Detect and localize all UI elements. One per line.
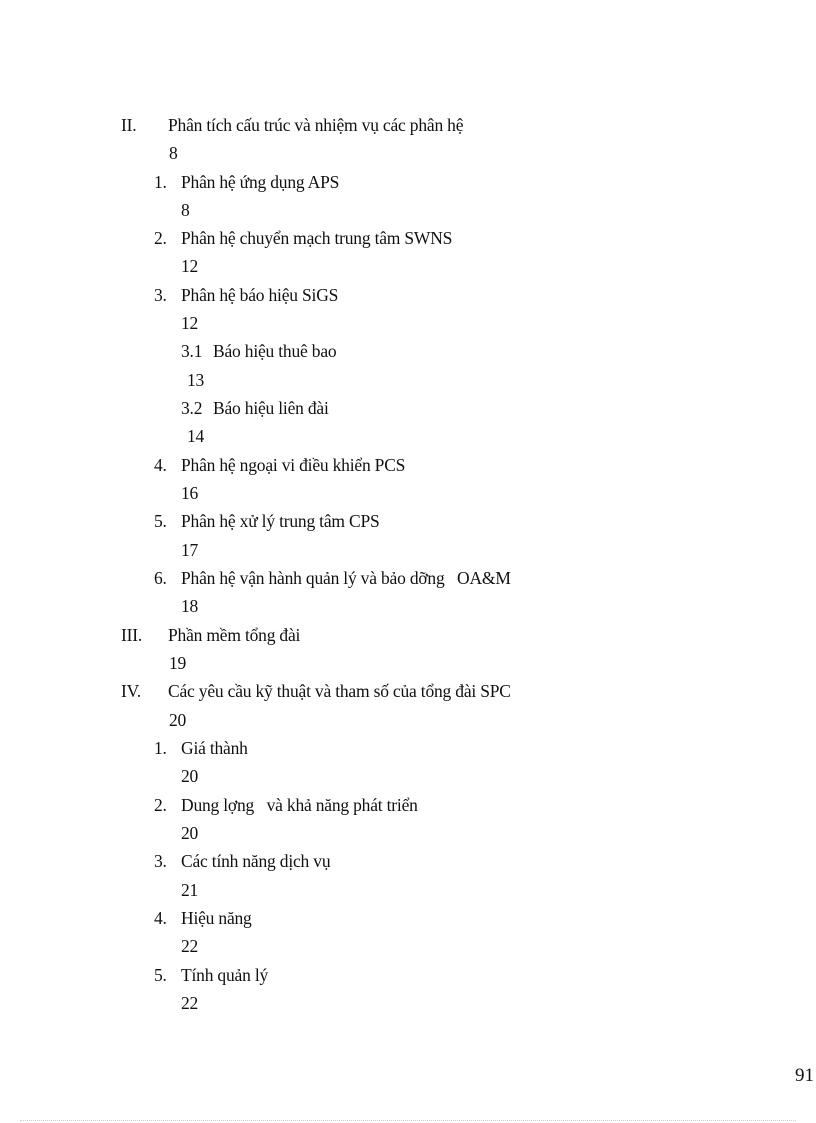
page-number: 91 xyxy=(795,1065,814,1086)
toc-entry-title xyxy=(154,454,405,476)
toc-entry-page: 20 xyxy=(181,766,199,786)
toc-entry-text: Phân hệ vận hành quản lý và bảo dỡng OA&M xyxy=(181,568,511,588)
toc-entry-number: III. xyxy=(121,625,143,645)
toc-entry-page: 14 xyxy=(187,426,205,446)
toc-entry-page: 20 xyxy=(169,710,187,730)
toc-entry-title xyxy=(121,680,511,702)
toc-entry-number: 5. xyxy=(154,511,167,531)
toc-entry-text: Dung lợng và khả năng phát triển xyxy=(181,795,418,815)
toc-entry-number: 1. xyxy=(154,172,167,192)
toc-entry-text: Các tính năng dịch vụ xyxy=(181,851,331,871)
toc-entry-number: 2. xyxy=(154,228,167,248)
toc-entry-title xyxy=(154,567,511,589)
toc-entry-number: 2. xyxy=(154,795,167,815)
toc-entry-title xyxy=(121,624,300,646)
toc-entry-page: 17 xyxy=(181,540,199,560)
toc-entry-text: Báo hiệu liên đài xyxy=(213,398,329,418)
toc-entry-number: IV. xyxy=(121,681,141,701)
toc-entry-title xyxy=(154,794,418,816)
toc-entry-title xyxy=(154,510,380,532)
toc-entry-title xyxy=(181,397,329,419)
toc-entry-text: Phần mềm tổng đài xyxy=(168,625,301,645)
toc-entry-title xyxy=(154,964,268,986)
toc-entry-text: Phân hệ ứng dụng APS xyxy=(181,172,340,192)
toc-entry-title xyxy=(181,340,336,362)
toc-entry-text: Phân tích cấu trúc và nhiệm vụ các phân hệ xyxy=(168,115,464,135)
toc-entry-page: 19 xyxy=(169,653,187,673)
toc-entry-title xyxy=(154,850,330,872)
toc-entry-page: 22 xyxy=(181,993,199,1013)
toc-entry-number: 5. xyxy=(154,965,167,985)
toc-entry-title xyxy=(121,114,463,136)
toc-entry-text: Phân hệ ngoại vi điều khiển PCS xyxy=(181,455,406,475)
toc-entry-page: 18 xyxy=(181,596,199,616)
toc-entry-text: Giá thành xyxy=(181,738,248,758)
toc-entry-number: II. xyxy=(121,115,137,135)
toc-entry-number: 3.2 xyxy=(181,398,203,418)
toc-entry-page: 8 xyxy=(169,143,178,163)
toc-entry-text: Tính quản lý xyxy=(181,965,269,985)
toc-entry-number: 3. xyxy=(154,851,167,871)
toc-entry-page: 22 xyxy=(181,936,199,956)
toc-entry-page: 8 xyxy=(181,200,190,220)
toc-entry-text: Phân hệ báo hiệu SiGS xyxy=(181,285,339,305)
toc-entry-number: 1. xyxy=(154,738,167,758)
toc-entry-page: 12 xyxy=(181,256,199,276)
toc-entry-text: Báo hiệu thuê bao xyxy=(213,341,337,361)
toc-entry-title xyxy=(154,284,338,306)
toc-entry-number: 4. xyxy=(154,455,167,475)
toc-entry-text: Các yêu cầu kỹ thuật và tham số của tổng đài SPC xyxy=(168,681,511,701)
toc-entry-text: Phân hệ chuyển mạch trung tâm SWNS xyxy=(181,228,453,248)
toc-entry-page: 16 xyxy=(181,483,199,503)
toc-entry-title xyxy=(154,907,252,929)
toc-entry-title xyxy=(154,227,452,249)
toc-entry-page: 20 xyxy=(181,823,199,843)
toc-entry-title xyxy=(154,737,248,759)
toc-entry-number: 3. xyxy=(154,285,167,305)
toc-entry-page: 12 xyxy=(181,313,199,333)
toc-entry-number: 3.1 xyxy=(181,341,203,361)
toc-entry-text: Phân hệ xử lý trung tâm CPS xyxy=(181,511,380,531)
toc-entry-number: 6. xyxy=(154,568,167,588)
toc-entry-page: 21 xyxy=(181,880,199,900)
toc-entry-number: 4. xyxy=(154,908,167,928)
page-bottom-divider xyxy=(20,1120,796,1121)
toc-entry-text: Hiệu năng xyxy=(181,908,252,928)
toc-entry-page: 13 xyxy=(187,370,205,390)
toc-entry-title xyxy=(154,171,339,193)
